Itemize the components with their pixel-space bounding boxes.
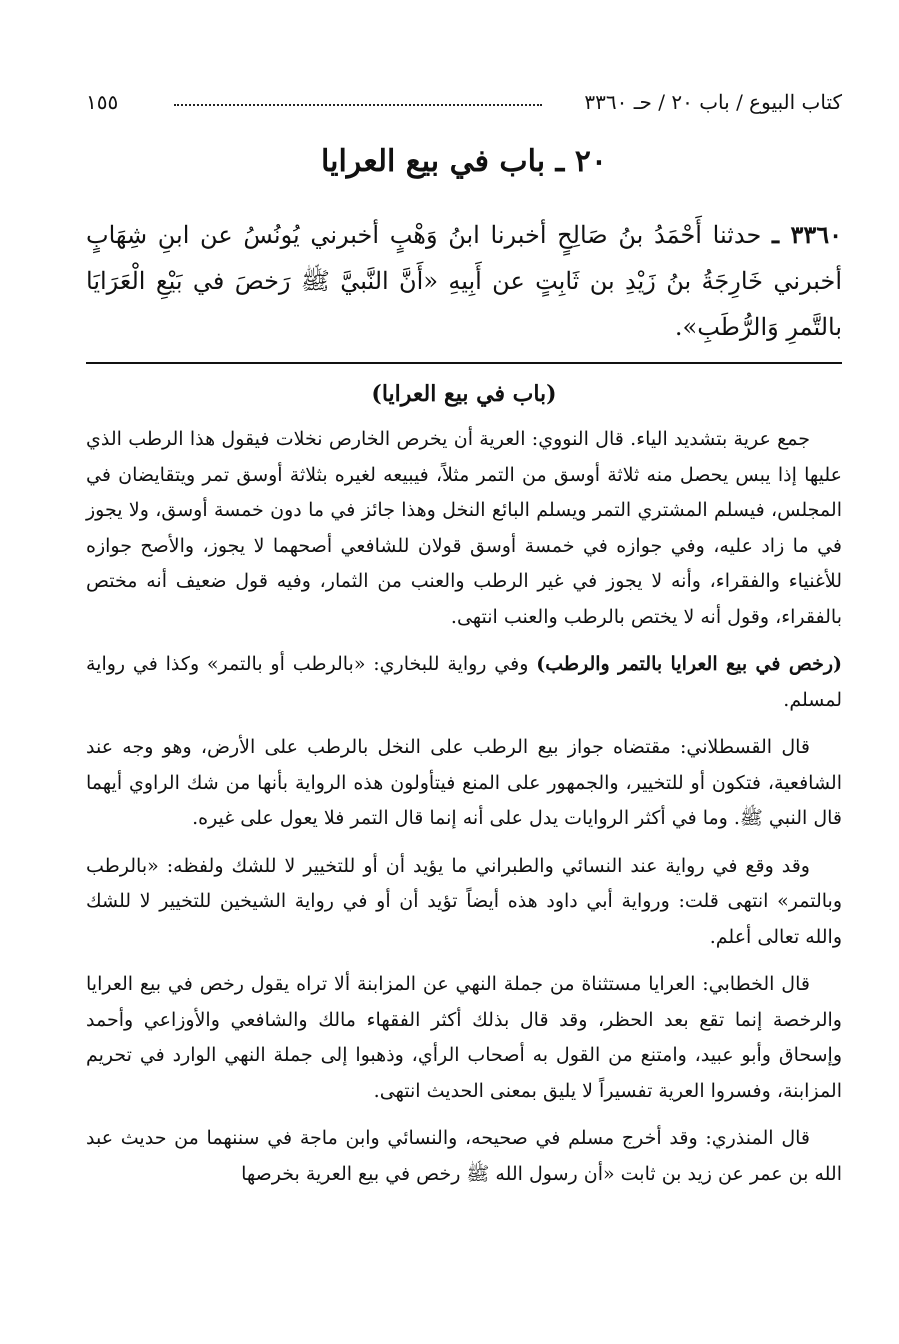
chapter-title: ٢٠ ـ باب في بيع العرايا — [320, 144, 608, 179]
dotted-leader — [174, 104, 542, 106]
page-number: ١٥٥ — [86, 90, 119, 114]
commentary-block — [86, 372, 842, 1204]
section-divider — [86, 362, 842, 364]
commentary-paragraph-2 — [86, 647, 842, 718]
hadith-text-block — [86, 212, 842, 350]
hadith-number: ٣٣٦٠ ـ — [772, 220, 843, 249]
commentary-paragraph-2-text: وفي رواية للبخاري: «بالرطب أو بالتمر» وكذا في رواية لمسلم. — [86, 653, 842, 711]
running-title: كتاب البيوع / باب ٢٠ / حـ ٣٣٦٠ — [584, 90, 842, 114]
running-header — [86, 84, 842, 122]
commentary-paragraph-5: قال الخطابي: العرايا مستثناة من جملة النهي عن المزابنة ألا تراه يقول رخص في بيع العرايا والرخصة إنما تقع بعد الحظر، وقد قال بذلك أكثر الفقهاء مالك والشافعي والأوزاعي وأحمد وإسحاق وأبو عبيد، وامتنع من القول به أصحاب الرأي، وذهبوا إلى جملة النهي الوارد في تحريم المزابنة، وفسروا العرية تفسيراً لا يليق بمعنى الحديث انتهى. — [86, 973, 842, 1102]
commentary-paragraph-1: جمع عرية بتشديد الياء. قال النووي: العرية أن يخرص الخارص نخلات فيقول هذا الرطب الذي عليها إذا يبس يحصل منه ثلاثة أوسق من التمر مثلاً، فيبيعه لغيره بثلاثة أوسق تمر ويتقايضان في المجلس، فيسلم المشتري التمر ويسلم البائع النخل وهذا جائز في ما دون خمسة أوسق، ولا يجوز في ما زاد عليه، وفي جوازه في خمسة أوسق قولان للشافعي أصحهما لا يجوز، والأصح جوازه للأغنياء والفقراء، وأنه لا يجوز في غير الرطب والعنب من الثمار، وفيه قول ضعيف أنه مختص بالفقراء، وقول أنه لا يختص بالرطب والعنب انتهى. — [86, 428, 842, 628]
commentary-paragraph-6: قال المنذري: وقد أخرج مسلم في صحيحه، والنسائي وابن ماجة في سننهما من حديث عبد الله بن عمر عن زيد بن ثابت «أن رسول الله ﷺ رخص في بيع العرية بخرصها — [86, 1127, 842, 1185]
hadith-text: حدثنا أَحْمَدُ بنُ صَالِحٍ أخبرنا ابنُ وَهْبٍ أخبرني يُونُسُ عن ابنِ شِهَابٍ أخبرني خَارِجَةُ بنُ زَيْدِ بن ثَابِتٍ عن أَبِيهِ «أَنَّ النَّبيَّ ﷺ رَخصَ في بَيْعِ الْعَرَايَا بالتَّمرِ وَالرُّطَبِ». — [86, 221, 842, 341]
commentary-quoted-phrase: (رخص في بيع العرايا بالتمر والرطب) — [536, 653, 843, 675]
commentary-title: (باب في بيع العرايا) — [371, 381, 557, 407]
commentary-paragraph-4: وقد وقع في رواية عند النسائي والطبراني ما يؤيد أن أو للتخيير لا للشك ولفظه: «بالرطب وبالتمر» انتهى قلت: ورواية أبي داود هذه أيضاً تؤيد أن أو في رواية الشيخين للتخيير لا للشك والله تعالى أعلم. — [86, 854, 842, 948]
commentary-paragraph-3: قال القسطلاني: مقتضاه جواز بيع الرطب على النخل بالرطب على الأرض، وهو وجه عند الشافعية، فتكون أو للتخيير، والجمهور على المنع فيتأولون هذه الرواية بأنها من شك الراوي أيهما قال النبي ﷺ. وما في أكثر الروايات يدل على أنه إنما قال التمر فلا يعول على غيره. — [86, 736, 842, 829]
